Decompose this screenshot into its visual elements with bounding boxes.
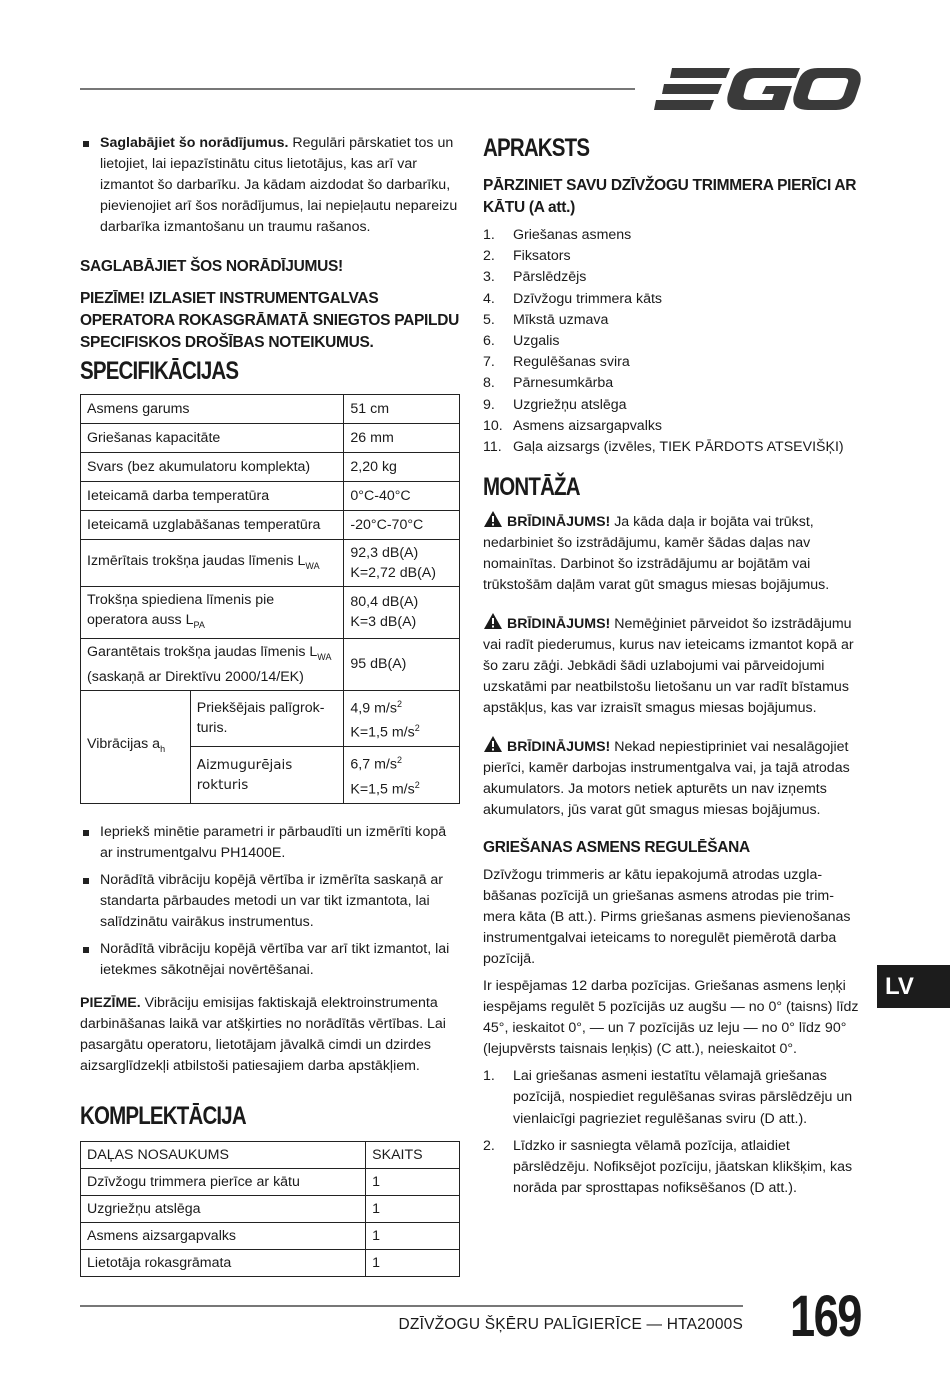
step-item-text: Līdzko ir sasniegta vēlamā pozīcija, atlaidiet pārslēdzēju. Nofiksējot pozīciju, jāatskan klikšķim, kas norāda par sprosttapas nofiksēšanos (D att.). [513,1137,853,1197]
spec-value: 2,20 kg [344,453,460,482]
kit-qty: 1 [366,1168,460,1195]
part-item-number: 6. [483,333,495,350]
spec-label-text: Aizmugurējais [196,756,293,773]
spec-value-line: 92,3 dB(A) [350,545,419,561]
part-item-text: Uzgriežņu atslēga [513,396,627,413]
exponent: 2 [414,723,420,734]
assembly-title: MONTĀŽA [483,473,580,502]
left-column [80,133,460,1277]
spec-label-sub: PA [193,619,205,630]
intro-bullet-text: Regulāri pārskatiet tos un lietojiet, lai iepazīstinātu citus lietotājus, kas arī var izmantot šo darbarīku. Ja kādam aizdodat šo darbarīku, pievienojiet arī šos norādījumus, lai nepieļautu nepareizu darbarīka izmantošanu un traumu rašanos. [100,135,458,235]
kit-row [81,1249,460,1276]
footer-rule [80,1305,743,1307]
vibration-label [81,690,191,803]
intro-bullet [80,133,460,238]
page-number: 169 [790,1284,861,1349]
step-item-number: 2. [483,1137,495,1154]
exponent: 2 [414,779,420,790]
warnings [483,510,863,821]
warning-paragraph [483,510,863,596]
intro-bullet-bold: Saglabājiet šo norādījumus. [100,135,289,151]
kit-qty: 1 [366,1195,460,1222]
warning-text: Nemēģiniet pārveidot šo izstrādājumu vai radīt piederumus, kurus nav ieteicams izmantot kopā ar šo zaru zāģi. Jebkādi šādi uzlabojumi vai pārveidojumi uzskatāmi par neatbilstošu lietošanu un var radīt bīstamus apstākļus, kas var izraisīt smagus miesas bojājumus. [483,616,854,717]
part-item-text: Asmens aizsargapvalks [513,417,663,434]
spec-label-text: Garantētais trokšņa jaudas līmenis L [87,643,318,660]
spec-value-line: 4,9 m/s [350,700,397,717]
warning-text: Ja kāda daļa ir bojāta vai trūkst, nedarbiniet šo izstrādājumu, kamēr šādas daļas nav nomainītas. Darbinot šo izstrādājumu ar bojātām vai trūkstošām daļām varat gūt smagus miesas bojājumus. [483,514,830,594]
ego-logo [650,64,862,114]
warning-label: BRĪDINĀJUMS! [507,739,611,756]
spec-label-sub: WA [317,651,332,662]
spec-title: SPECIFIKĀCIJAS [80,357,239,385]
spec-row [81,638,460,690]
blade-paragraph-1: Dzīvžogu trimmeris ar kātu iepakojumā atrodas uzgla-bāšanas pozīcijā un griešanas asmens atrodas pie trim-mera kāta (B att.). Pirms griešanas asmens pievienošanas instrumentgalvai ieteicams to noregulēt piemērotā darba pozīcijā. [483,867,851,968]
spec-value [344,540,460,587]
spec-label [81,540,344,587]
spec-value-line: K=2,72 dB(A) [350,565,436,581]
part-item [483,225,863,246]
kit-qty: 1 [366,1222,460,1249]
kit-header-cell: DAĻAS NOSAUKUMS [81,1141,366,1168]
kit-row [81,1195,460,1222]
part-item-text: Regulēšanas svira [513,354,630,371]
part-item-text: Griešanas asmens [513,227,632,243]
spec-value: 51 cm [344,395,460,424]
spec-row [81,587,460,639]
warning-triangle-icon [483,612,503,630]
spec-note-item: Norādītā vibrāciju kopējā vērtība ir izmērīta saskaņā ar standarta pārbaudes metodi un var tikt izmantota, lai salīdzinātu vairākus instrumentus. [80,870,460,933]
description-title: APRAKSTS [483,134,590,162]
part-item-text: Pārslēdzējs [513,269,587,286]
kit-title: KOMPLEKTĀCIJA [80,1101,246,1130]
part-item [483,395,863,416]
spec-label: Svars (bez akumulatoru komplekta) [81,453,344,482]
spec-value: 26 mm [344,424,460,453]
part-item-number: 9. [483,396,495,413]
spec-label-text: Priekšējais palīgrok- [196,700,325,717]
note-bold: PIEZĪME. [80,994,141,1011]
language-tab: LV [877,965,950,1008]
spec-value-line: K=1,5 m/s [350,725,415,742]
kit-name: Uzgriežņu atslēga [81,1195,366,1222]
steps-list [483,1066,863,1199]
spec-value-line: K=1,5 m/s [350,781,415,798]
spec-label: Ieteicamā uzglabāšanas temperatūra [81,511,344,540]
part-item [483,416,863,437]
spec-row [81,424,460,453]
note-text: Vibrāciju emisijas faktiskajā elektroinstrumenta darbināšanas laikā var atšķirties no norādītās vērtības. Lai pasargātu operatoru, lietotājam jāvalkā cimdi un dzirdes aizsarglīdzekļi atbilstoši patiesajiem darba apstākļiem. [80,994,446,1074]
vibration-label-sub: h [160,744,166,755]
footer-title: DZĪVŽOGU ŠĶĒRU PALĪGIERĪCE — HTA2000S [398,1316,743,1333]
part-item-number: 1. [483,227,495,243]
spec-row [81,690,460,746]
step-item-number: 1. [483,1068,495,1085]
spec-label-text: operatora auss L [87,612,194,628]
spec-label-text: (saskaņā ar Direktīvu 2000/14/EK) [87,668,304,685]
spec-note-item: Norādītā vibrāciju kopējā vērtība var arī tikt izmantot, lai ietekmes sākotnējai novērtēšanai. [80,939,460,981]
warning-triangle-icon [483,510,503,528]
note-heading: PIEZĪME! IZLASIET INSTRUMENTGALVAS OPERATORA ROKASGRĀMATĀ SNIEGTOS PAPILDU SPECIFISKOS DROŠĪBAS NOTEIKUMUS. [80,290,459,351]
parts-list [483,225,863,458]
part-item-text: Uzgalis [513,333,560,350]
part-item [483,331,863,352]
parts-heading: PĀRZINIET SAVU DZĪVŽOGU TRIMMERA PIERĪCI AR KĀTU (A att.) [483,177,857,216]
part-item [483,437,863,458]
kit-name: Asmens aizsargapvalks [81,1222,366,1249]
vibration-front-label [190,690,344,746]
spec-label-sub: WA [305,560,320,571]
warning-paragraph [483,612,863,719]
right-column [483,133,863,1205]
part-item-text: Fiksators [513,248,571,265]
part-item-number: 5. [483,311,495,328]
spec-label-text: Izmērītais trokšņa jaudas līmenis L [87,552,306,569]
spec-value: 95 dB(A) [344,638,460,690]
warning-triangle-icon [483,735,503,753]
header-rule [80,88,635,90]
spec-label-text: turis. [196,720,228,737]
warning-text: Nekad nepiestipriniet vai nesalāgojiet pierīci, kamēr darbojas instrumentgalva vai, ja tajā atrodas akumulators. Ja motors netiek apturēts un nav izņemts akumulators, jūs varat gūt smagus miesas bojājumus. [483,739,850,819]
part-item-number: 2. [483,248,495,265]
kit-header-cell: SKAITS [366,1141,460,1168]
spec-row [81,511,460,540]
part-item [483,289,863,310]
spec-label: Ieteicamā darba temperatūra [81,482,344,511]
vibration-rear-value [344,747,460,803]
spec-row [81,540,460,587]
part-item-number: 3. [483,269,495,286]
save-instructions-heading: SAGLABĀJIET ŠOS NORĀDĪJUMUS! [80,258,343,275]
spec-value [344,587,460,639]
kit-name: Lietotāja rokasgrāmata [81,1249,366,1276]
spec-label [81,638,344,690]
exponent: 2 [396,698,402,709]
spec-label: Asmens garums [81,395,344,424]
spec-value-line: 80,4 dB(A) [350,594,419,611]
vibration-front-value [344,690,460,746]
kit-row [81,1222,460,1249]
part-item [483,267,863,288]
step-item-text: Lai griešanas asmeni iestatītu vēlamajā griešanas pozīcijā, nospiediet regulēšanas sviras pārslēdzēju un vienlaicīgi pagrieziet regulēšanas sviru (D att.). [513,1068,853,1127]
part-item [483,246,863,267]
blade-adjust-heading: GRIEŠANAS ASMENS REGULĒŠANA [483,839,750,857]
part-item-number: 4. [483,290,495,307]
vibration-rear-label [190,747,344,803]
part-item [483,352,863,373]
kit-row [81,1168,460,1195]
part-item-text: Gaļa aizsargs (izvēles, TIEK PĀRDOTS ATSEVIŠĶI) [513,439,844,456]
part-item-text: Dzīvžogu trimmera kāts [513,290,663,307]
spec-notes-list [80,822,460,981]
part-item-text: Mīkstā uzmava [513,311,609,328]
spec-row [81,453,460,482]
exponent: 2 [396,755,402,766]
part-item-number: 11. [483,439,502,456]
part-item [483,373,863,394]
vibration-label-text: Vibrācijas a [87,736,161,753]
spec-table [80,394,460,804]
part-item-number: 8. [483,375,495,392]
warning-paragraph [483,735,863,821]
intro-list [80,133,460,238]
spec-label [81,587,344,639]
spec-row [81,395,460,424]
blade-paragraph-2: Ir iespējamas 12 darba pozīcijas. Griešanas asmens leņķi iespējams regulēt 5 pozīcijās uz augšu — no 0° (taisns) līdz 45°, ieskaitot 0°, — un 7 pozīcijās uz leju — no 0° līdz 90° (lejupvērsts taisnais leņķis) (C att.), neieskaitot 0°. [483,978,859,1058]
kit-name: Dzīvžogu trimmera pierīce ar kātu [81,1168,366,1195]
warning-label: BRĪDINĀJUMS! [507,616,611,633]
spec-row [81,482,460,511]
part-item-text: Pārnesumkārba [513,375,614,392]
part-item [483,310,863,331]
spec-label-text: rokturis [196,776,249,793]
kit-qty: 1 [366,1249,460,1276]
spec-label-text: Trokšņa spiediena līmenis pie [87,592,275,608]
spec-note-item: Iepriekš minētie parametri ir pārbaudīti un izmērīti kopā ar instrumentgalvu PH1400E. [80,822,460,864]
note-paragraph [80,993,460,1077]
spec-value: -20°C-70°C [344,511,460,540]
warning-label: BRĪDINĀJUMS! [507,514,611,531]
spec-value: 0°C-40°C [344,482,460,511]
step-item [483,1136,863,1200]
part-item-number: 7. [483,354,495,371]
spec-label: Griešanas kapacitāte [81,424,344,453]
part-item-number: 10. [483,417,503,434]
kit-table [80,1141,460,1277]
spec-value-line: K=3 dB(A) [350,614,417,631]
kit-header-row [81,1141,460,1168]
spec-value-line: 6,7 m/s [350,756,397,773]
step-item [483,1066,863,1130]
